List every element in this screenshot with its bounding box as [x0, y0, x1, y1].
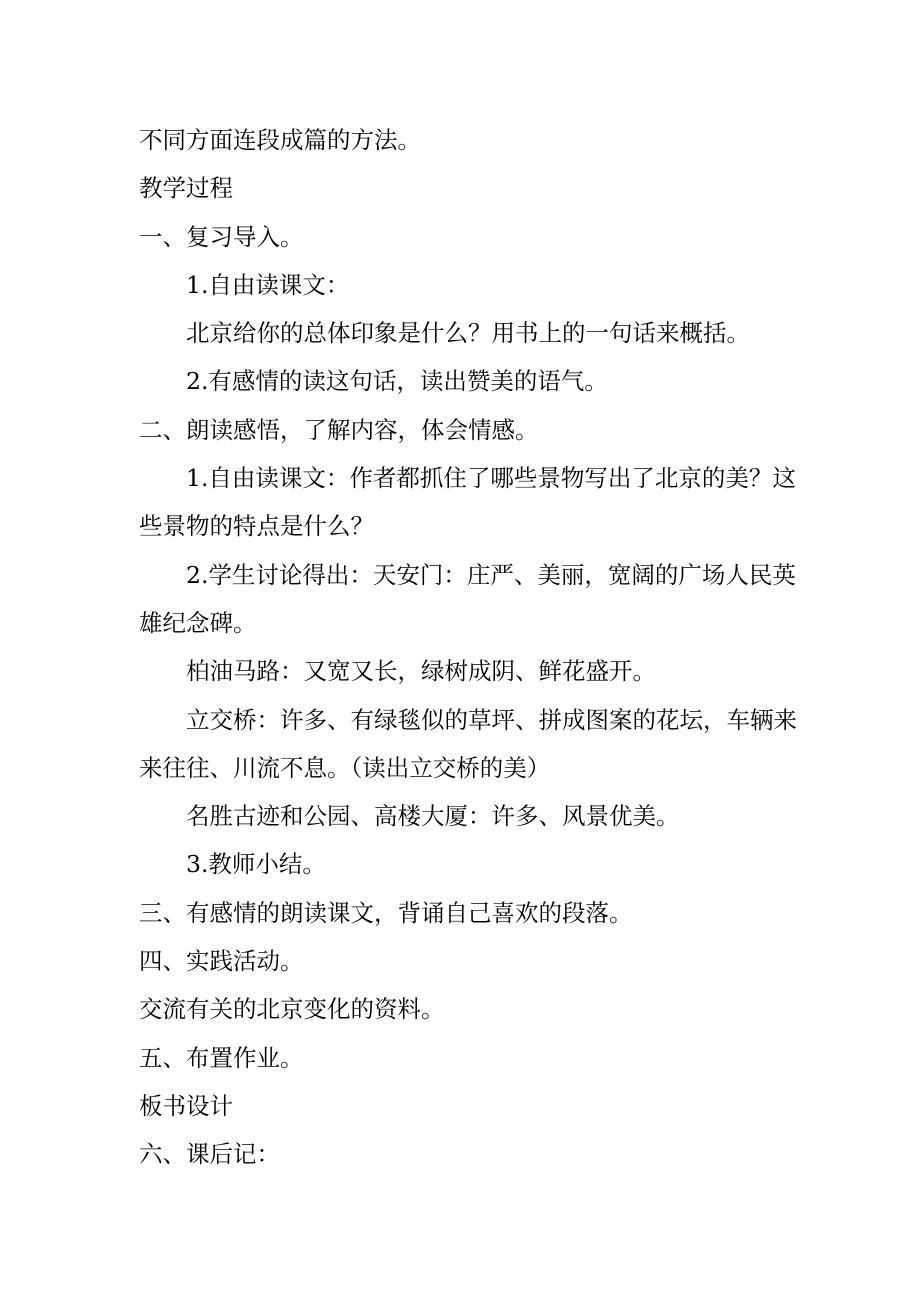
text-line: 些景物的特点是什么？ — [139, 512, 374, 541]
section-heading: 教学过程 — [139, 174, 233, 203]
section-heading: 三、有感情的朗读课文，背诵自己喜欢的段落。 — [139, 898, 633, 927]
text-line: 3.教师小结。 — [186, 850, 326, 879]
text-line: 1.自由读课文： — [186, 270, 350, 299]
text-line: 交流有关的北京变化的资料。 — [139, 995, 445, 1024]
text-line: 2.有感情的读这句话，读出赞美的语气。 — [186, 367, 608, 396]
text-line: 来往往、川流不息。（读出立交桥的美） — [139, 753, 551, 782]
text-line: 不同方面连段成篇的方法。 — [139, 126, 421, 154]
text-line: 名胜古迹和公园、高楼大厦：许多、风景优美。 — [186, 802, 680, 831]
section-heading: 二、朗读感悟，了解内容，体会情感。 — [139, 415, 539, 444]
text-line: 1.自由读课文：作者都抓住了哪些景物写出了北京的美？这 — [186, 464, 796, 493]
text-line: 雄纪念碑。 — [139, 608, 257, 637]
section-heading: 四、实践活动。 — [139, 947, 304, 976]
text-line: 柏油马路：又宽又长，绿树成阴、鲜花盛开。 — [186, 657, 656, 686]
text-line: 2.学生讨论得出：天安门：庄严、美丽，宽阔的广场人民英 — [186, 560, 796, 589]
section-heading: 板书设计 — [139, 1091, 233, 1120]
section-heading: 六、课后记： — [139, 1140, 280, 1169]
text-line: 北京给你的总体印象是什么？用书上的一句话来概括。 — [186, 319, 750, 348]
section-heading: 一、复习导入。 — [139, 222, 304, 251]
section-heading: 五、布置作业。 — [139, 1043, 304, 1072]
document-body — [139, 116, 797, 1179]
text-line: 立交桥：许多、有绿毯似的草坪、拼成图案的花坛，车辆来 — [186, 705, 797, 734]
